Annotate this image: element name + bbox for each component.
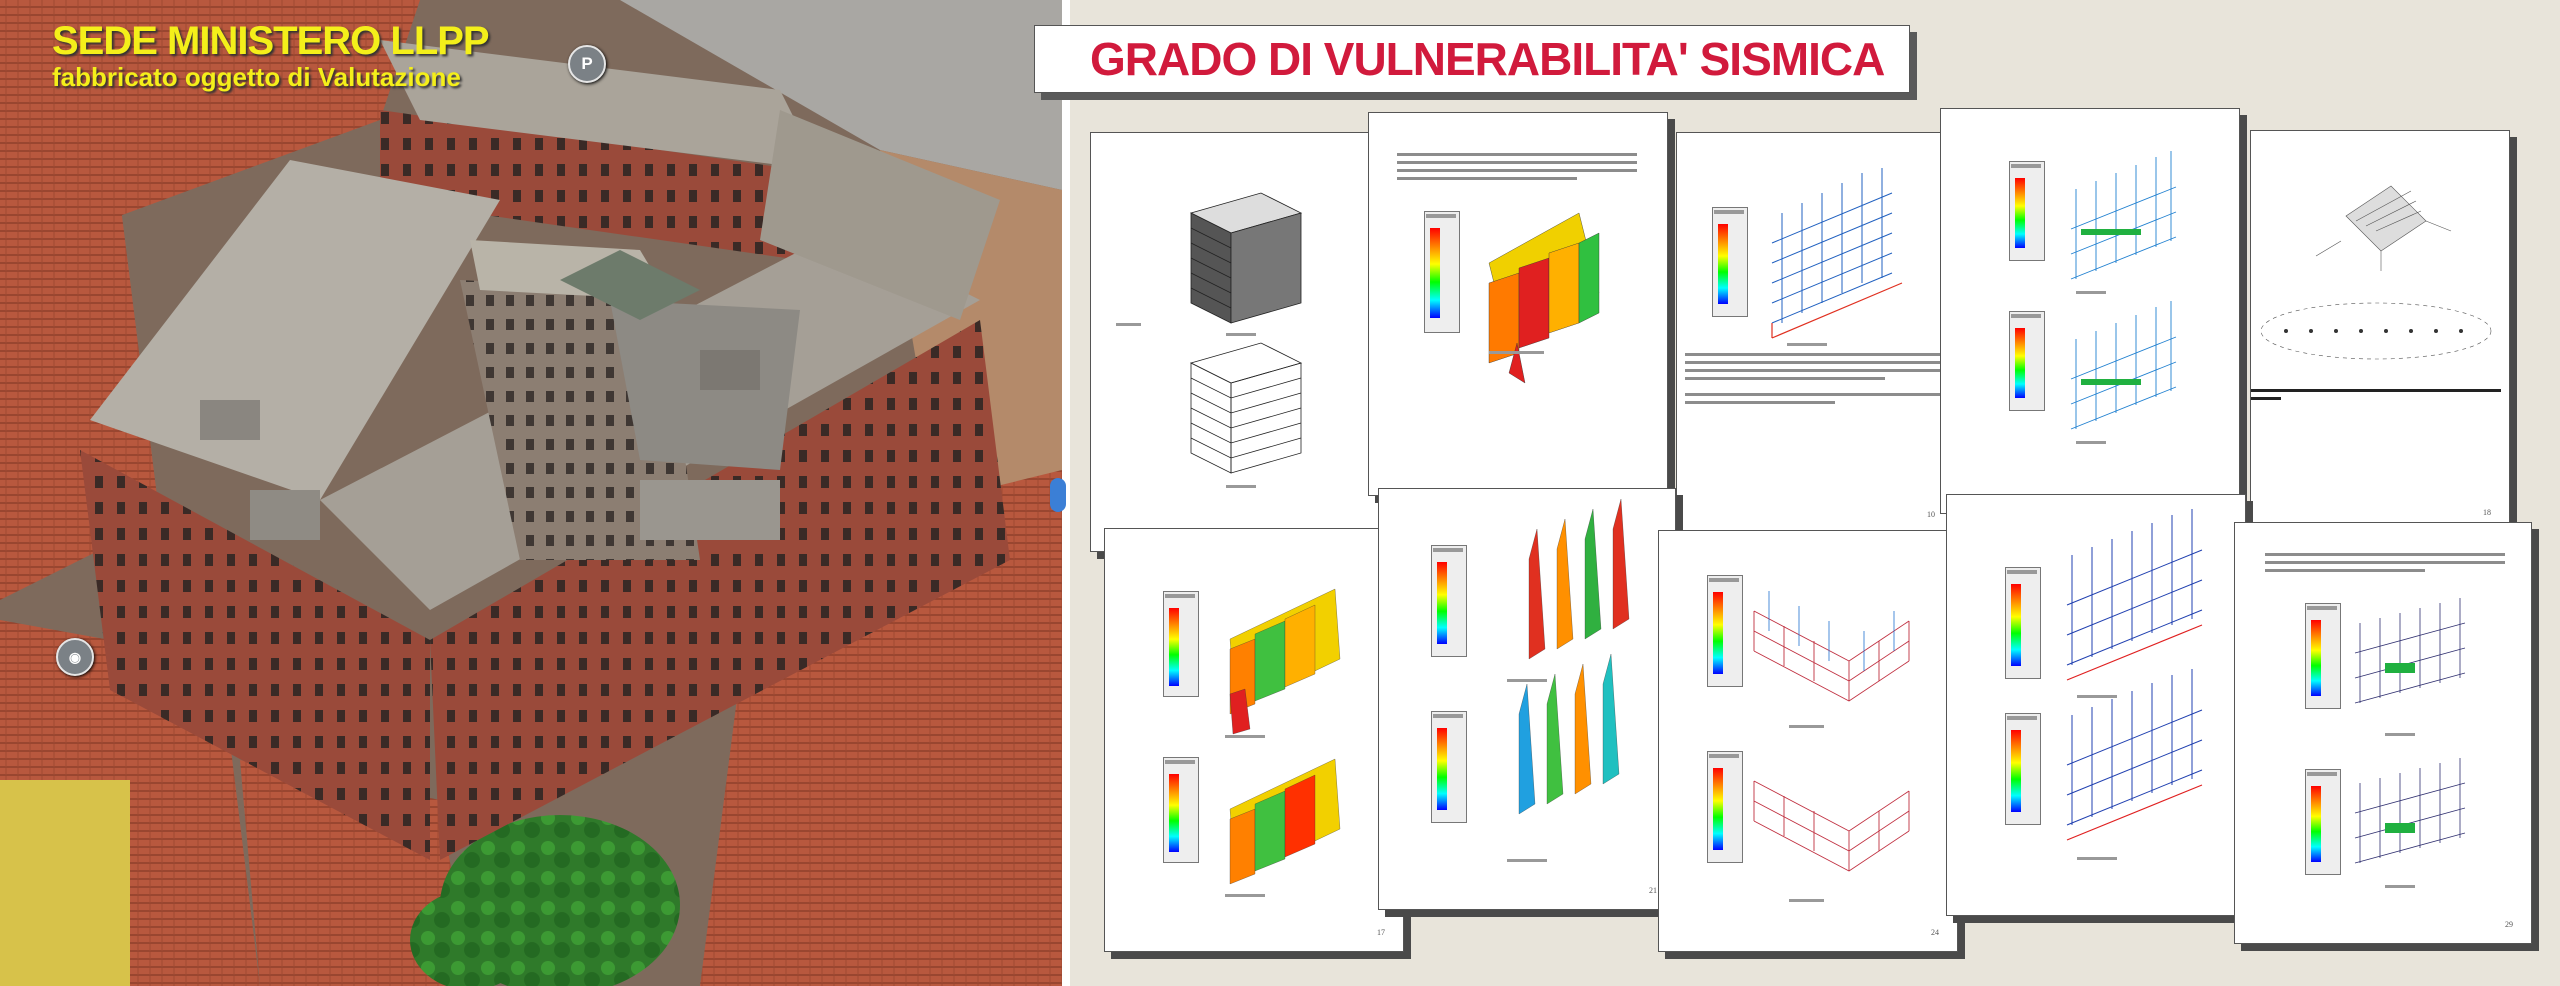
report-page: [1658, 530, 1958, 952]
report-page: [1378, 488, 1676, 910]
building-aerial-view: [0, 0, 1062, 986]
wall-stress-figure-pair: [1379, 489, 1675, 909]
frame-model-figure-pair: [1947, 495, 2245, 915]
page-number: 29: [2505, 920, 2513, 929]
response-spectrum-figure: [2251, 131, 2509, 531]
title-banner: [1034, 25, 1910, 93]
frame-grid-figure-pair: [1659, 531, 1957, 951]
page-number: 21: [1649, 886, 1657, 895]
frame-model-figure-pair: [1941, 109, 2239, 513]
report-page: [1368, 112, 1668, 496]
banner-title: GRADO DI VULNERABILITA' SISMICA: [1090, 33, 1885, 85]
panel-toggle-handle[interactable]: [1050, 478, 1066, 512]
stress-contour-figure-pair: [1105, 529, 1403, 951]
report-page: [1104, 528, 1404, 952]
page-number: 10: [1927, 510, 1935, 519]
report-page: [1676, 132, 1954, 534]
frame-model-figure-pair: [2235, 523, 2531, 943]
frame-model-figure: [1677, 133, 1953, 533]
page-number: 17: [1377, 928, 1385, 937]
report-page: [1946, 494, 2246, 916]
report-page: [2234, 522, 2532, 944]
photo-title: SEDE MINISTERO LLPP: [52, 19, 489, 63]
building-wireframe-figure: [1091, 133, 1387, 551]
parking-marker[interactable]: P: [568, 45, 606, 83]
report-page: [1090, 132, 1388, 552]
report-page: [1940, 108, 2240, 514]
aerial-photo: [0, 0, 1062, 986]
report-page: [2250, 130, 2510, 532]
photo-subtitle: fabbricato oggetto di Valutazione: [52, 62, 461, 92]
page-number: 24: [1931, 928, 1939, 937]
camera-marker-icon[interactable]: ◉: [56, 638, 94, 676]
page-number: 18: [2483, 508, 2491, 517]
